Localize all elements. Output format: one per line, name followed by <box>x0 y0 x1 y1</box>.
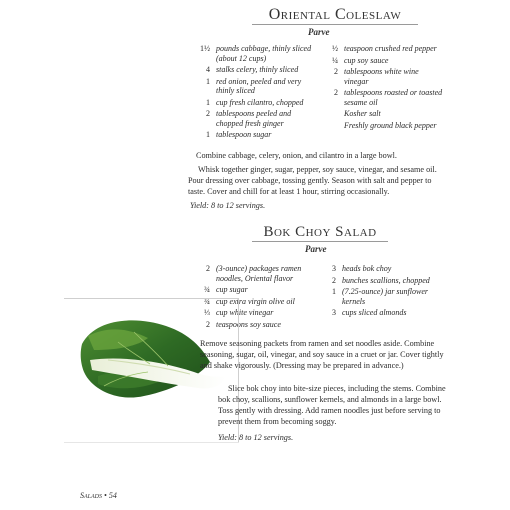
ingredient: 1 red onion, peeled and very thinly sliced <box>206 76 302 95</box>
directions-paragraph: Combine cabbage, celery, onion, and cilantro in a large bowl. <box>196 151 397 160</box>
directions-paragraph: Remove seasoning packets from ramen and set noodles aside. Combine seasoning, sugar, oil, vinegar, and soy sauce in a cruet or jar. Cover tightly and shake vigorously. (Dressing may be prepared in advance.) <box>200 339 444 370</box>
ingredient: 3 cups sliced almonds <box>332 308 407 317</box>
ingredient: 2 teaspoons soy sauce <box>206 319 281 329</box>
ingredient: 2 tablespoons roasted or toasted sesame oil <box>334 88 443 107</box>
ingredient: 1 cup fresh cilantro, chopped <box>206 97 304 107</box>
recipe-title-oriental-coleslaw: Oriental Coleslaw <box>250 6 420 24</box>
recipe-subtitle: Parve <box>305 244 327 254</box>
ingredient: 1 tablespoon sugar <box>206 130 272 139</box>
guide-line <box>64 442 239 443</box>
footer-separator: • <box>104 491 107 500</box>
recipe-yield: Yield: 8 to 12 servings. <box>190 201 266 210</box>
ingredient: Freshly ground black pepper <box>344 120 437 130</box>
directions-paragraph: Whisk together ginger, sugar, pepper, soy sauce, vinegar, and sesame oil. Pour dressing over cabbage, tossing gently. Season with salt and pepper to taste. Cover and chill for at least 1 hour, stirring occasionally. <box>188 165 437 196</box>
ingredient: 2 tablespoons peeled and chopped fresh ginger <box>206 109 292 128</box>
guide-line <box>64 298 239 299</box>
page-number: 54 <box>108 491 117 500</box>
ingredients-right-coleslaw <box>324 44 444 132</box>
ingredients-right-bok-choy <box>322 264 442 320</box>
ingredients-left-coleslaw <box>196 44 316 142</box>
recipe-title-bok-choy-salad: Bok Choy Salad <box>250 224 390 241</box>
recipe-yield: Yield: 8 to 12 servings. <box>218 433 294 442</box>
footer-section: Salads <box>80 491 102 500</box>
ingredient: Kosher salt <box>344 109 381 118</box>
ingredient: ½ teaspoon crushed red pepper <box>332 44 437 53</box>
ingredient: 2 tablespoons white wine vinegar <box>334 67 419 86</box>
ingredient: 1 (7.25-ounce) jar sunflower kernels <box>332 287 428 306</box>
ingredient: ¼ cup soy sauce <box>332 55 389 65</box>
recipe-subtitle: Parve <box>308 27 330 37</box>
ingredient: 1½ pounds cabbage, thinly sliced (about 12 cups) <box>200 44 312 63</box>
page-footer <box>80 491 117 500</box>
ingredient: 2 (3-ounce) packages ramen noodles, Oriental flavor <box>206 264 302 283</box>
ingredient: 4 stalks celery, thinly sliced <box>206 65 299 74</box>
ingredient: ¾ cup sugar <box>204 285 248 294</box>
ingredient: 3 heads bok choy <box>332 264 392 273</box>
ingredient: ¾ cup extra virgin olive oil <box>204 296 295 306</box>
directions-paragraph: Slice bok choy into bite-size pieces, including the stems. Combine bok choy, scallions, sunflower kernels, and almonds in a large bowl. Toss gently with dressing. Add ramen noodles just before serving to prevent them from becoming soggy. <box>218 384 446 426</box>
ingredient: ⅓ cup white vinegar <box>204 308 274 317</box>
ingredient: 2 bunches scallions, chopped <box>332 275 430 285</box>
